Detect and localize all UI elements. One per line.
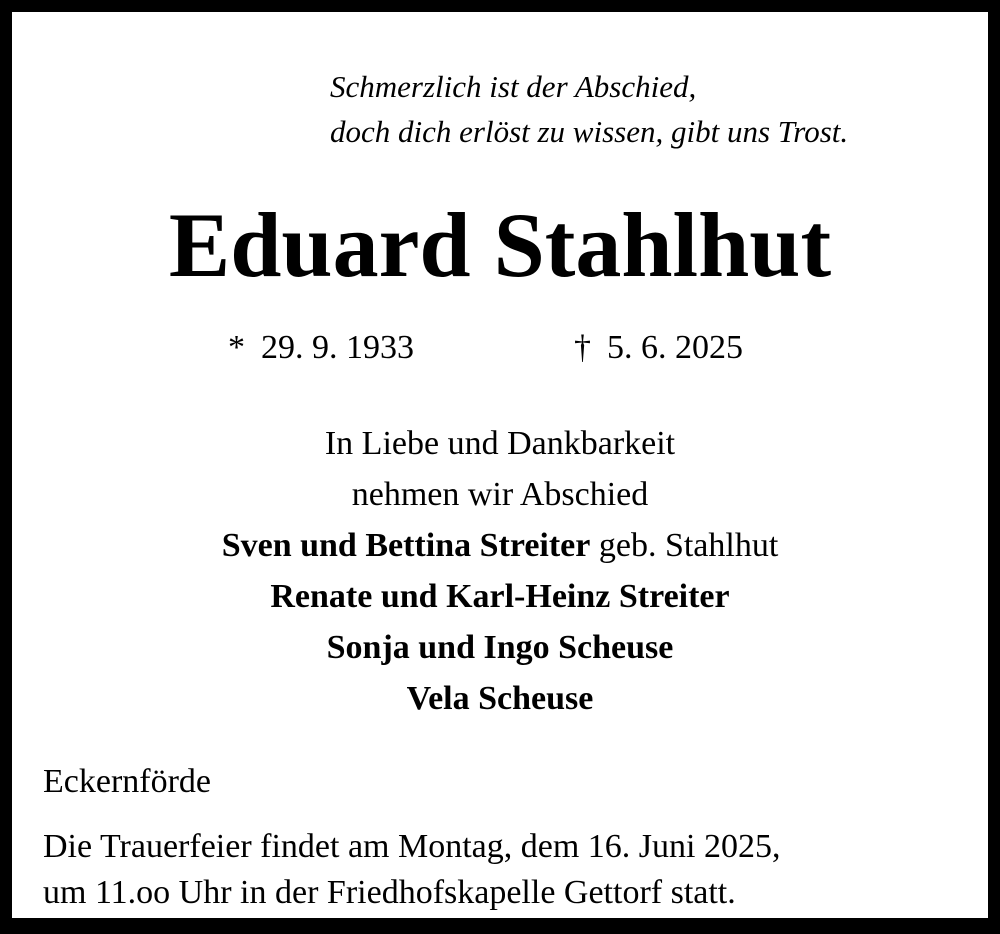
mourner-entry	[12, 622, 988, 673]
service-line: Die Trauerfeier findet am Montag, dem 16. Juni 2025,	[43, 828, 781, 865]
mourner-entry	[12, 673, 988, 724]
deceased-name: Eduard Stahlhut	[168, 194, 832, 296]
motto-line: Schmerzlich ist der Abschied,	[330, 69, 697, 104]
death-date: 5. 6. 2025	[607, 329, 743, 366]
birth-date: 29. 9. 1933	[261, 329, 414, 366]
birth-date-row	[228, 328, 414, 368]
obituary-notice	[12, 12, 988, 918]
mourners-block	[12, 418, 988, 724]
motto-quote	[330, 64, 848, 154]
cross-symbol: †	[574, 329, 591, 366]
mourner-name: Sven und Bettina Streiter	[221, 527, 591, 564]
mourner-note: geb. Stahlhut	[598, 527, 779, 564]
funeral-service-info	[43, 824, 780, 916]
mourner-name: Vela Scheuse	[406, 680, 594, 717]
mourner-entry	[12, 520, 988, 571]
mourning-intro: nehmen wir Abschied	[351, 476, 649, 513]
motto-line: doch dich erlöst zu wissen, gibt uns Trost.	[330, 114, 849, 149]
mourner-entry	[12, 571, 988, 622]
service-line: um 11.oo Uhr in der Friedhofskapelle Gettorf statt.	[43, 874, 736, 911]
mourning-intro: In Liebe und Dankbarkeit	[324, 425, 676, 462]
death-date-row	[574, 328, 743, 368]
mourner-name: Sonja und Ingo Scheuse	[326, 629, 674, 666]
place-name: Eckernförde	[43, 763, 212, 800]
mourner-name: Renate und Karl-Heinz Streiter	[270, 578, 730, 615]
birth-symbol: *	[228, 329, 245, 366]
